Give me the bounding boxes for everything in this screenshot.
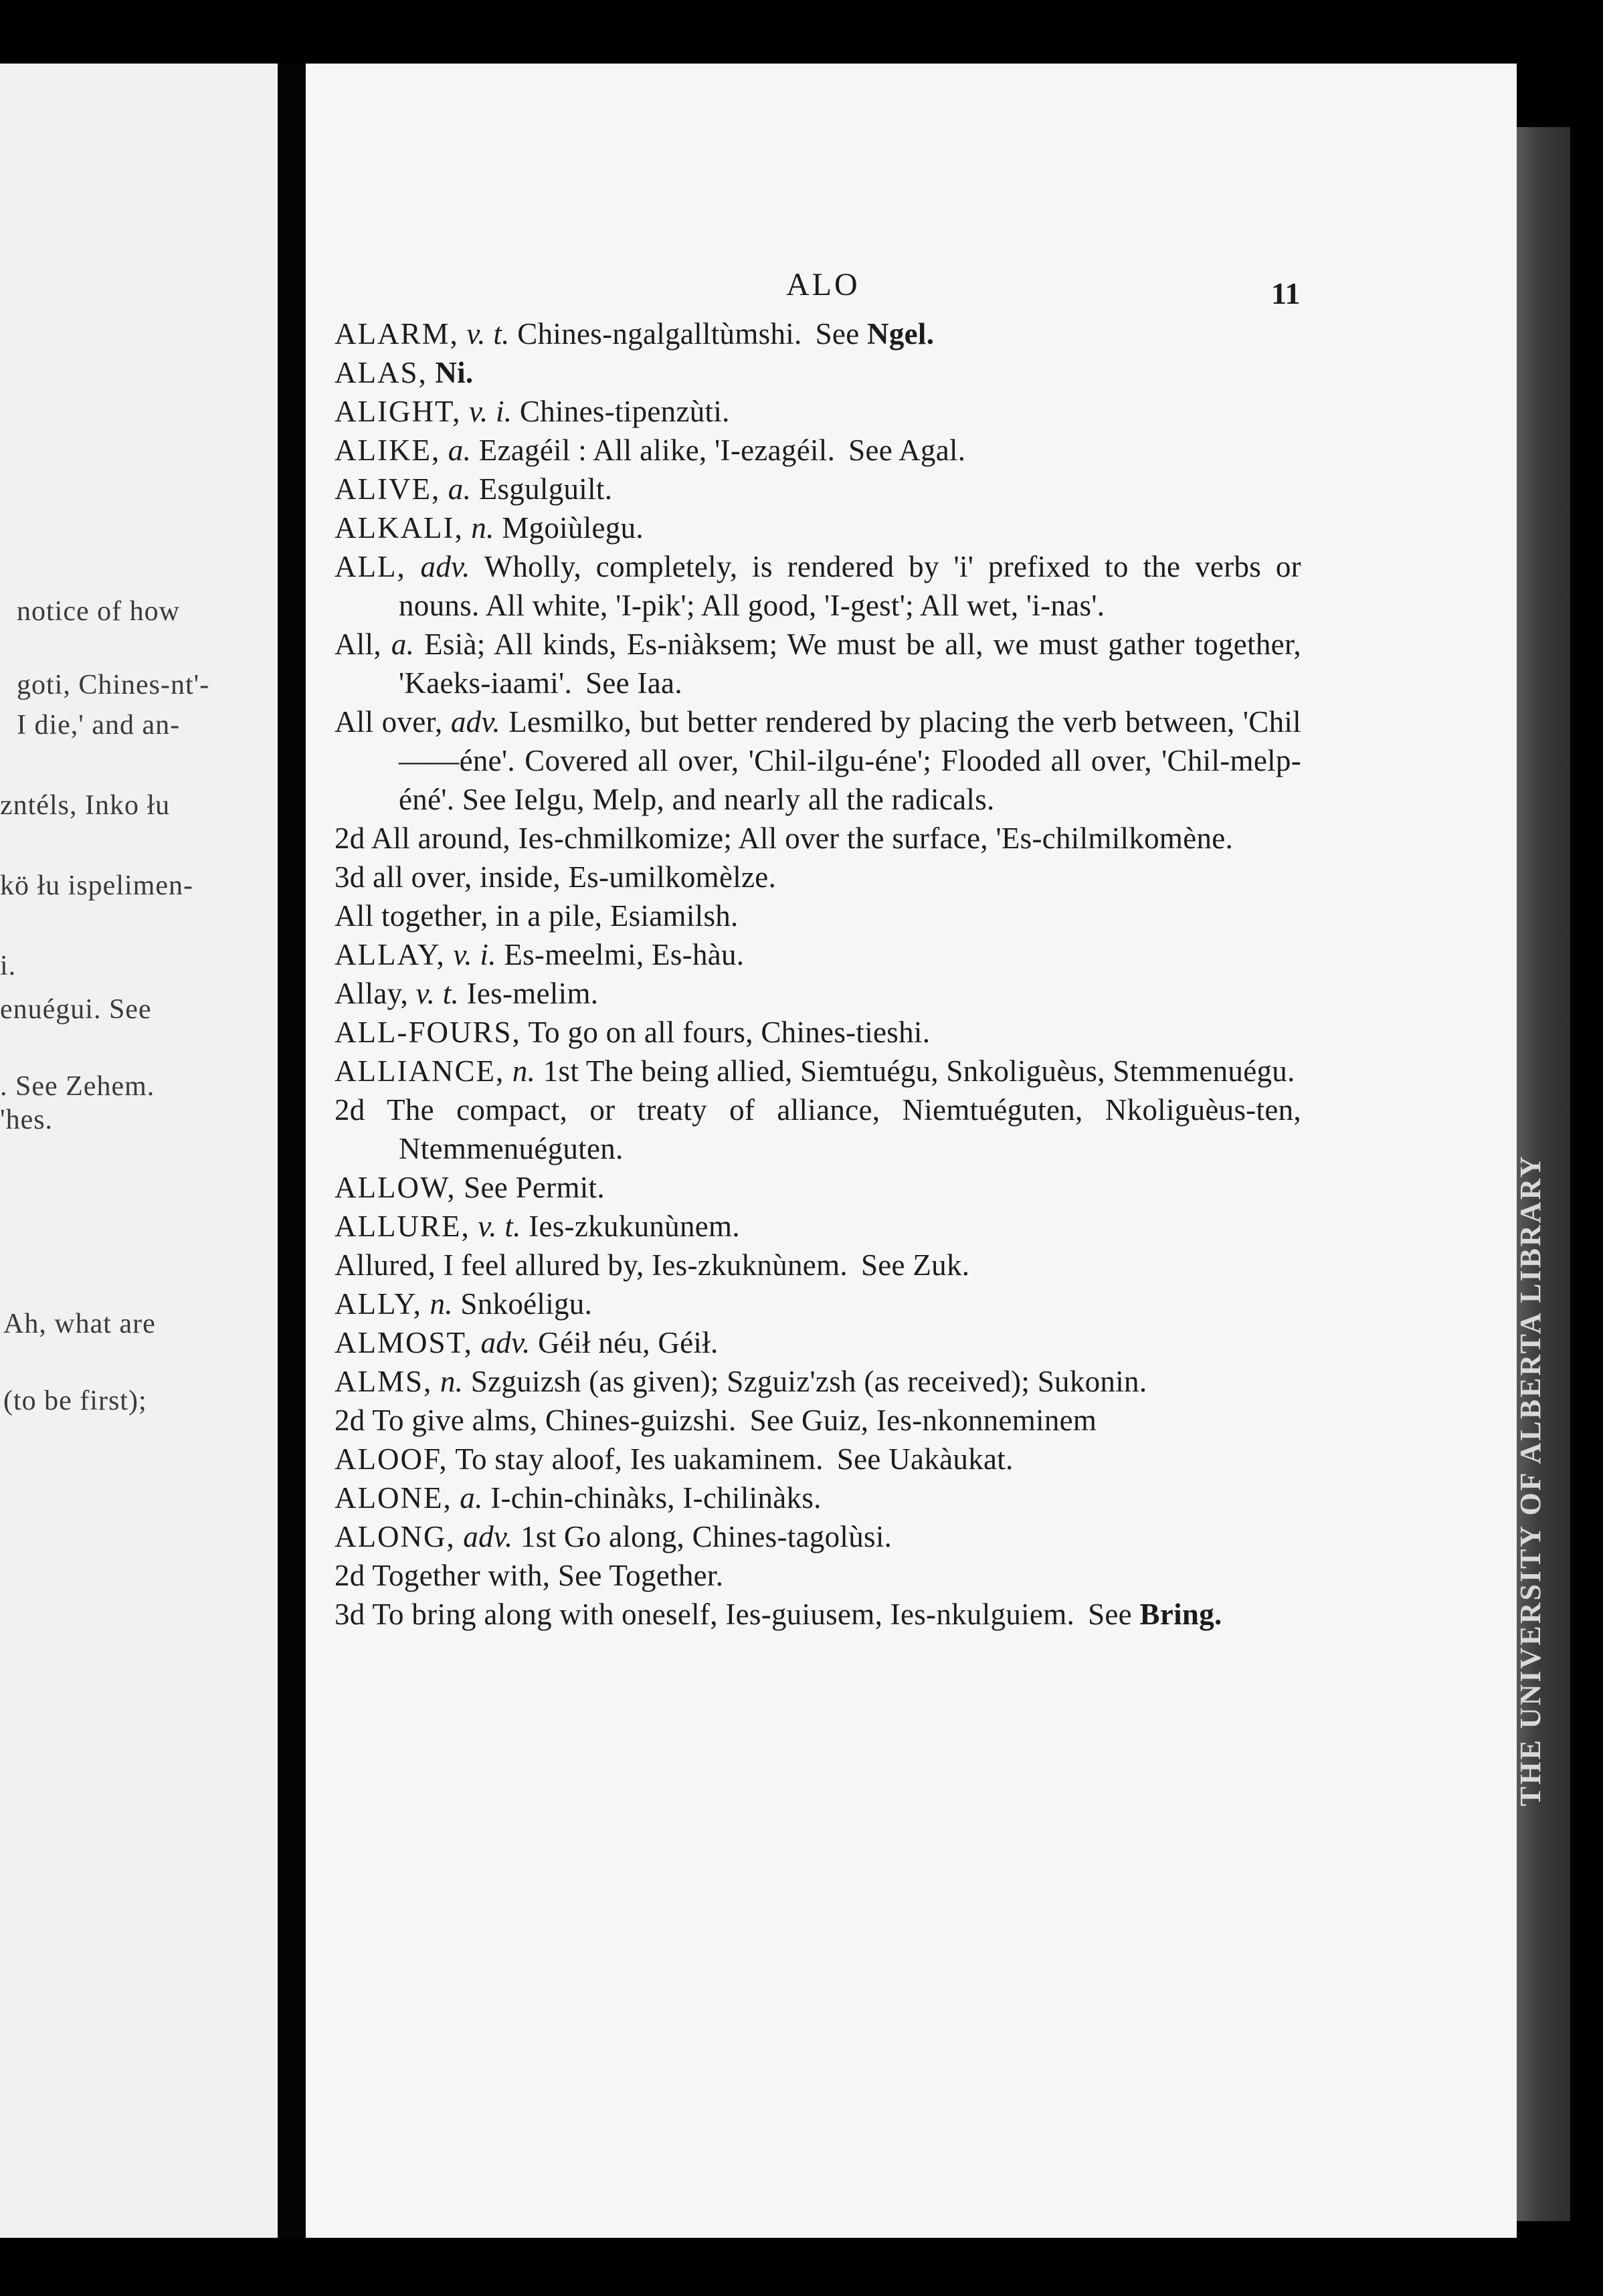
left-fragment: I die,' and an- [17,710,181,741]
left-fragment: Ah, what are [3,1309,156,1339]
entry-allure: ALLURE, v. t. Ies-zkukunùnem. [335,1210,740,1243]
entry-allured: Allured, I feel allured by, Ies-zkuknùnem. See Zuk. [335,1248,970,1282]
left-fragment: (to be first); [3,1385,147,1416]
entry-aloof: ALOOF, To stay aloof, Ies uakaminem. See Uakàukat. [335,1442,1014,1476]
entry-along-2d: 2d Together with, See Together. [335,1559,724,1592]
entry-along: ALONG, adv. 1st Go along, Chines-tagolùsi. [335,1520,892,1553]
entry-allay-vi: ALLAY, v. i. Es-meelmi, Es-hàu. [335,938,745,971]
facing-page-left [0,64,278,2238]
entry-all-over: All over, adv. Lesmilko, but better rendered by placing the verb between, 'Chil——éne'. Covered all over, 'Chil-ilgu-éne'; Flooded all over, 'Chil-melp-éné'. See Ielgu, Melp, and nearly all the radicals. [335,705,1301,816]
entry-all-over-2d: 2d All around, Ies-chmilkomize; All over the surface, 'Es-chilmilkomène. [335,822,1234,855]
page-number: 11 [1271,276,1301,310]
entry-almost: ALMOST, adv. Géił néu, Géił. [335,1326,719,1359]
entry-alive: ALIVE, a. Esgulguilt. [335,472,613,506]
running-head: ALO [786,267,860,302]
dictionary-entries [335,314,1301,1634]
entry-along-3d: 3d To bring along with oneself, Ies-guiusem, Ies-nkulguiem. See Bring. [335,1598,1222,1631]
left-fragment: zntéls, Inko łu [0,790,171,821]
left-fragment: kö łu ispelimen- [0,870,193,901]
entry-alliance-2d: 2d The compact, or treaty of alliance, Niemtuéguten, Nkoliguèus-ten, Ntemmenuéguten. [335,1093,1301,1165]
entry-alight: ALIGHT, v. i. Chines-tipenzùti. [335,395,730,428]
entry-alas: ALAS, Ni. [335,356,474,389]
entry-all-a: All, a. Esià; All kinds, Es-niàksem; We must be all, we must gather together, 'Kaeks-iaami'. See Iaa. [335,628,1301,700]
entry-alliance: ALLIANCE, n. 1st The being allied, Siemtuégu, Snkoliguèus, Stemmenuégu. [335,1054,1295,1088]
left-fragment: goti, Chines-nt'- [17,670,210,700]
book-gutter [278,64,306,2238]
entry-alkali: ALKALI, n. Mgoiùlegu. [335,511,644,545]
entry-alone: ALONE, a. I-chin-chinàks, I-chilinàks. [335,1481,822,1515]
entry-alarm: ALARM, v. t. Chines-ngalgalltùmshi. See Ngel. [335,317,935,351]
left-fragment: i. [0,951,17,981]
entry-all-adv: ALL, adv. Wholly, completely, is rendered by 'i' prefixed to the verbs or nouns. All white, 'I-pik'; All good, 'I-gest'; All wet, 'i-nas'. [335,550,1301,622]
entry-all-over-3d: 3d all over, inside, Es-umilkomèlze. [335,860,777,894]
entry-alike: ALIKE, a. Ezagéil : All alike, 'I-ezagéil. See Agal. [335,434,966,467]
entry-allay-vt: Allay, v. t. Ies-melim. [335,977,599,1010]
entry-ally: ALLY, n. Snkoéligu. [335,1287,593,1321]
library-stamp: THE UNIVERSITY OF ALBERTA LIBRARY [1514,1154,1547,1806]
left-fragment: notice of how [17,596,180,627]
entry-all-fours: ALL-FOURS, To go on all fours, Chines-tieshi. [335,1016,931,1049]
left-fragment: . See Zehem. [0,1071,155,1102]
entry-all-together: All together, in a pile, Esiamilsh. [335,899,739,933]
left-fragment: enuégui. See [0,994,152,1025]
entry-allow: ALLOW, See Permit. [335,1171,605,1204]
entry-alms: ALMS, n. Szguizsh (as given); Szguiz'zsh (as received); Sukonin. [335,1365,1147,1398]
left-fragment: 'hes. [0,1105,54,1135]
entry-alms-2d: 2d To give alms, Chines-guizshi. See Guiz, Ies-nkonneminem [335,1404,1097,1437]
